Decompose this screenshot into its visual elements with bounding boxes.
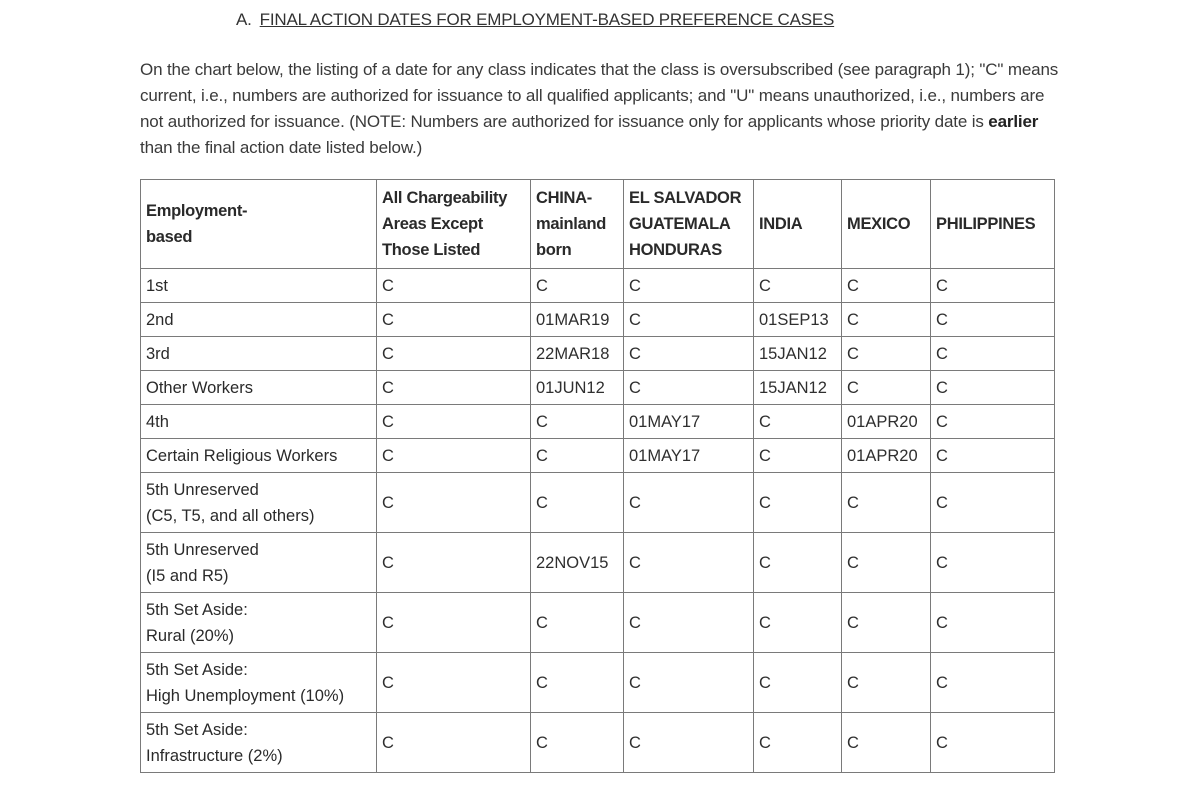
date-cell-mexico: C	[842, 653, 931, 713]
date-cell-india: C	[754, 439, 842, 473]
category-cell	[141, 439, 377, 473]
table-row	[141, 593, 1055, 653]
date-cell-all: C	[377, 713, 531, 773]
table-row	[141, 713, 1055, 773]
date-cell-china: C	[531, 439, 624, 473]
category-cell	[141, 473, 377, 533]
date-cell-philippines: C	[931, 533, 1055, 593]
date-cell-china: C	[531, 713, 624, 773]
header-philippines: PHILIPPINES	[931, 180, 1055, 269]
date-cell-central-america: C	[624, 269, 754, 303]
table-row	[141, 653, 1055, 713]
date-cell-philippines: C	[931, 473, 1055, 533]
header-el-salvador-guatemala-honduras: EL SALVADOR GUATEMALA HONDURAS	[624, 180, 754, 269]
date-cell-central-america: C	[624, 303, 754, 337]
date-cell-mexico: C	[842, 269, 931, 303]
table-row	[141, 269, 1055, 303]
category-cell	[141, 371, 377, 405]
header-employment-based: Employment- based	[141, 180, 377, 269]
category-cell	[141, 653, 377, 713]
table-row	[141, 303, 1055, 337]
category-label: Other Workers	[146, 378, 253, 397]
header-all-chargeability: All Chargeability Areas Except Those Listed	[377, 180, 531, 269]
date-cell-mexico: C	[842, 371, 931, 405]
date-cell-all: C	[377, 473, 531, 533]
date-cell-mexico: C	[842, 473, 931, 533]
date-cell-mexico: C	[842, 303, 931, 337]
category-cell	[141, 593, 377, 653]
category-sublabel: Rural (20%)	[146, 626, 235, 645]
date-cell-mexico: C	[842, 593, 931, 653]
date-cell-china: 22NOV15	[531, 533, 624, 593]
category-cell	[141, 337, 377, 371]
date-cell-china: 22MAR18	[531, 337, 624, 371]
date-cell-central-america: C	[624, 473, 754, 533]
date-cell-india: C	[754, 533, 842, 593]
date-cell-china: C	[531, 473, 624, 533]
category-cell	[141, 533, 377, 593]
category-sublabel: Infrastructure (2%)	[146, 746, 283, 765]
date-cell-central-america: 01MAY17	[624, 439, 754, 473]
final-action-dates-table	[140, 179, 1055, 773]
date-cell-philippines: C	[931, 593, 1055, 653]
date-cell-china: C	[531, 405, 624, 439]
date-cell-china: C	[531, 653, 624, 713]
date-cell-all: C	[377, 405, 531, 439]
intro-text-part2: than the final action date listed below.)	[140, 138, 423, 157]
date-cell-india: 01SEP13	[754, 303, 842, 337]
section-letter: A.	[236, 10, 252, 29]
date-cell-philippines: C	[931, 405, 1055, 439]
date-cell-india: C	[754, 593, 842, 653]
date-cell-mexico: C	[842, 337, 931, 371]
category-label: 4th	[146, 412, 169, 431]
date-cell-china: 01JUN12	[531, 371, 624, 405]
date-cell-india: 15JAN12	[754, 337, 842, 371]
category-label: 2nd	[146, 310, 174, 329]
category-cell	[141, 269, 377, 303]
table-header-row	[141, 180, 1055, 269]
date-cell-china: C	[531, 593, 624, 653]
date-cell-india: C	[754, 405, 842, 439]
date-cell-china: C	[531, 269, 624, 303]
date-cell-india: C	[754, 269, 842, 303]
table-row	[141, 439, 1055, 473]
date-cell-all: C	[377, 337, 531, 371]
date-cell-all: C	[377, 653, 531, 713]
category-cell	[141, 303, 377, 337]
table-row	[141, 371, 1055, 405]
category-label: Certain Religious Workers	[146, 446, 338, 465]
date-cell-all: C	[377, 303, 531, 337]
date-cell-philippines: C	[931, 439, 1055, 473]
date-cell-philippines: C	[931, 269, 1055, 303]
date-cell-india: C	[754, 713, 842, 773]
date-cell-central-america: C	[624, 337, 754, 371]
category-label: 5th Set Aside:	[146, 720, 248, 739]
category-sublabel: (C5, T5, and all others)	[146, 506, 315, 525]
category-label: 5th Unreserved	[146, 540, 259, 559]
date-cell-philippines: C	[931, 713, 1055, 773]
date-cell-mexico: 01APR20	[842, 405, 931, 439]
date-cell-philippines: C	[931, 303, 1055, 337]
date-cell-central-america: C	[624, 533, 754, 593]
table-row	[141, 533, 1055, 593]
header-mexico: MEXICO	[842, 180, 931, 269]
date-cell-all: C	[377, 593, 531, 653]
category-cell	[141, 713, 377, 773]
header-china: CHINA- mainland born	[531, 180, 624, 269]
date-cell-central-america: C	[624, 593, 754, 653]
date-cell-central-america: C	[624, 713, 754, 773]
category-cell	[141, 405, 377, 439]
category-sublabel: (I5 and R5)	[146, 566, 229, 585]
intro-text-part1: On the chart below, the listing of a date for any class indicates that the class is oversubscribed (see paragraph 1); "C" means current, i.e., numbers are authorized for issuance to all qualified applicants; and "U" means unauthorized, i.e., numbers are not authorized for issuance. (NOTE: Numbers are authorized for issuance only for applicants whose priority date is	[140, 60, 1059, 131]
date-cell-all: C	[377, 269, 531, 303]
category-label: 5th Unreserved	[146, 480, 259, 499]
date-cell-india: C	[754, 653, 842, 713]
category-label: 3rd	[146, 344, 170, 363]
intro-emphasis: earlier	[988, 112, 1039, 131]
section-title: FINAL ACTION DATES FOR EMPLOYMENT-BASED PREFERENCE CASES	[259, 10, 835, 29]
date-cell-philippines: C	[931, 337, 1055, 371]
table-row	[141, 473, 1055, 533]
date-cell-central-america: C	[624, 653, 754, 713]
date-cell-all: C	[377, 533, 531, 593]
date-cell-mexico: C	[842, 533, 931, 593]
date-cell-china: 01MAR19	[531, 303, 624, 337]
date-cell-mexico: 01APR20	[842, 439, 931, 473]
date-cell-all: C	[377, 371, 531, 405]
category-label: 5th Set Aside:	[146, 600, 248, 619]
date-cell-all: C	[377, 439, 531, 473]
table-row	[141, 337, 1055, 371]
date-cell-mexico: C	[842, 713, 931, 773]
section-heading	[236, 10, 834, 30]
table-row	[141, 405, 1055, 439]
category-sublabel: High Unemployment (10%)	[146, 686, 345, 705]
date-cell-central-america: 01MAY17	[624, 405, 754, 439]
category-label: 5th Set Aside:	[146, 660, 248, 679]
header-india: INDIA	[754, 180, 842, 269]
date-cell-philippines: C	[931, 653, 1055, 713]
date-cell-central-america: C	[624, 371, 754, 405]
date-cell-india: 15JAN12	[754, 371, 842, 405]
date-cell-india: C	[754, 473, 842, 533]
intro-paragraph	[140, 57, 1060, 161]
date-cell-philippines: C	[931, 371, 1055, 405]
category-label: 1st	[146, 276, 169, 295]
